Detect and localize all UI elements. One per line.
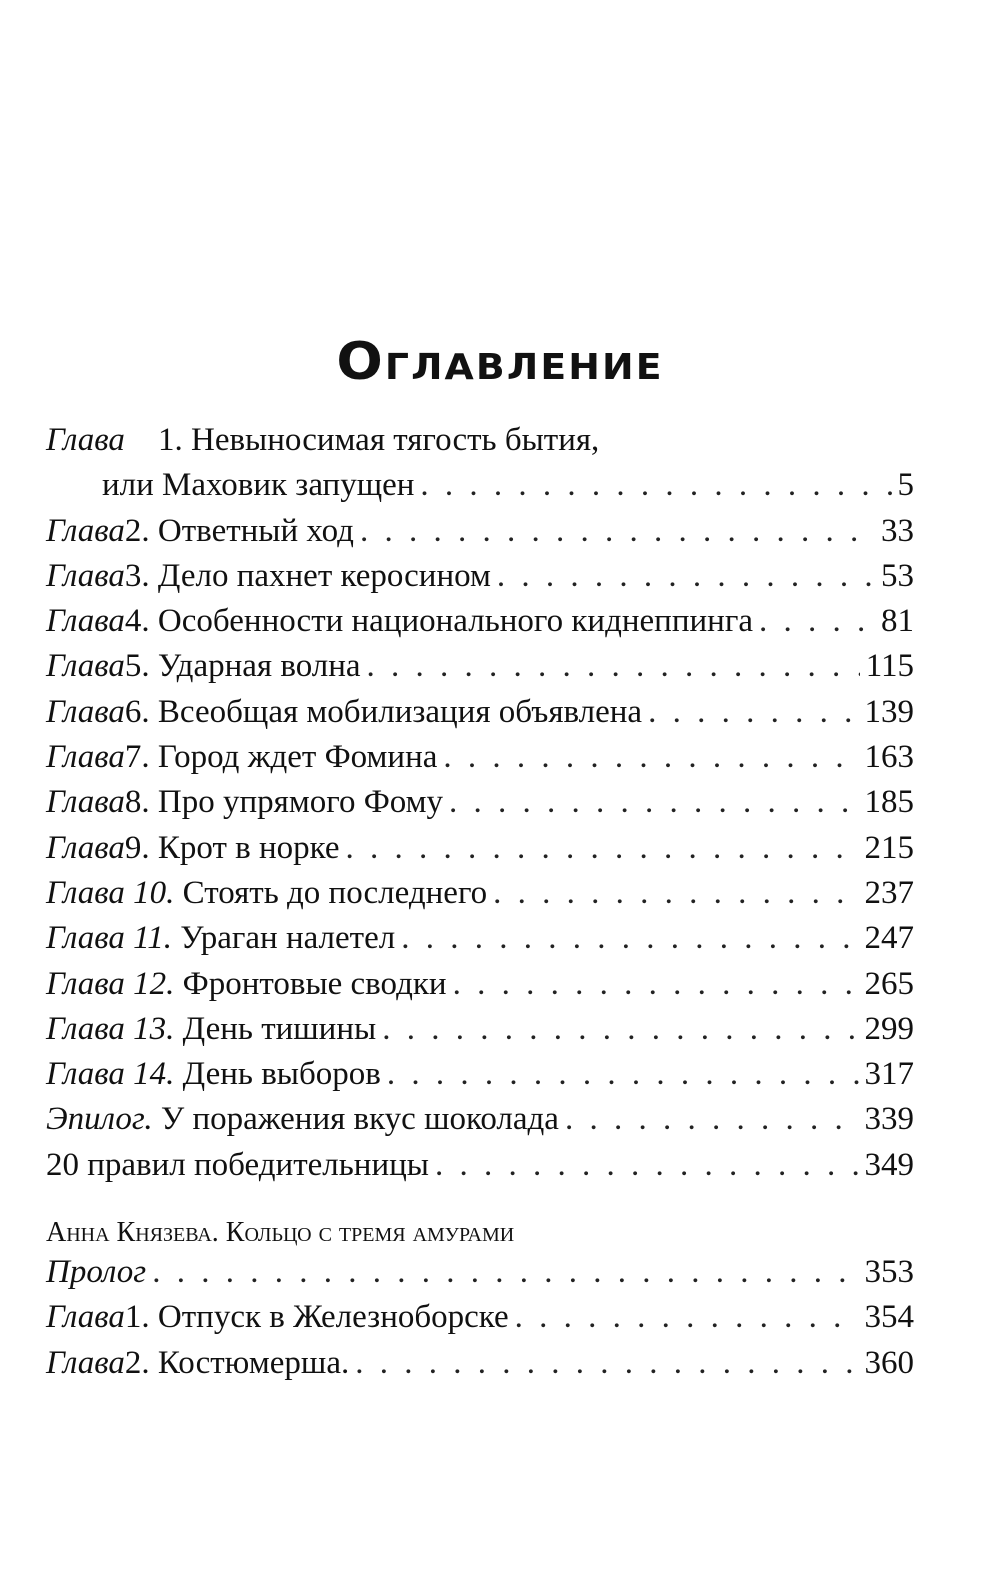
chapter-title: Про упрямого Фому [157,784,444,821]
toc-entry-chapter-14[interactable] [46,1052,914,1097]
chapter-number: 6. [124,693,150,730]
dot-leader [152,1250,858,1295]
page-number: 299 [864,1010,914,1047]
chapter-title: Всеобщая мобилизация объявлена [157,693,643,730]
page-number: 215 [864,829,914,866]
chapter-title: Особенности национального киднеппинга [157,603,754,640]
chapter-title: Невыносимая тягость бытия, [191,422,600,458]
chapter-title: Стоять до последнего [182,874,488,911]
page-number: 247 [864,920,914,957]
page-number: 353 [864,1254,914,1291]
toc-entry-chapter-7[interactable] [46,735,914,780]
chapter-label: Глава [46,603,125,640]
page-number: 360 [864,1344,914,1381]
toc-entry-epilogue[interactable] [46,1097,914,1142]
dot-leader [367,644,860,689]
page-number: 185 [864,784,914,821]
rules-title: 20 правил победительницы [46,1146,429,1183]
toc-entry-chapter-4[interactable] [46,599,914,644]
dot-leader [382,1007,858,1052]
chapter-title: Фронтовые сводки [182,965,447,1002]
page-number: 317 [864,1056,914,1093]
chapter-title: Костюмерша. [157,1344,350,1381]
toc-entry-chapter-11[interactable] [46,916,914,961]
dot-leader [759,599,875,644]
chapter-number: 2. [124,512,150,549]
dot-leader [346,826,859,871]
chapter-label: Глава [46,557,125,594]
toc-entry-chapter-8[interactable] [46,780,914,825]
chapter-title: Ответный ход [157,512,354,549]
epilogue-title: У поражения вкус шоколада [160,1101,559,1138]
dot-leader [648,690,858,735]
page-title: Оглавление [336,332,664,392]
chapter-label: Глава [46,422,125,458]
page-number: 354 [864,1299,914,1336]
dot-leader [565,1097,859,1142]
chapter-title: Отпуск в Железноборске [157,1299,509,1336]
page-number: 115 [865,648,914,685]
chapter-number: 5. [124,648,150,685]
dot-leader [435,1143,859,1188]
chapter-title: День тишины [182,1010,377,1047]
dot-leader [387,1052,859,1097]
dot-leader [355,1341,858,1386]
dot-leader [449,780,858,825]
section-heading: Анна Князева. Кольцо с тремя амурами [46,1217,515,1249]
toc-entry-chapter-5[interactable] [46,644,914,689]
chapter-label: Глава [46,739,125,776]
page-number: 33 [881,512,914,549]
page-number: 163 [864,739,914,776]
chapter-label: Глава [46,693,125,730]
chapter-title: Город ждет Фомина [157,739,438,776]
chapter-number: 9. [124,829,150,866]
table-of-contents [46,418,914,1386]
chapter-title: Дело пахнет керосином [157,557,491,594]
chapter-label: Глава [46,648,125,685]
toc-entry-rules[interactable] [46,1143,914,1188]
chapter-label: Глава [46,965,125,1002]
dot-leader [453,962,859,1007]
toc-entry-chapter-13[interactable] [46,1007,914,1052]
page-number: 53 [881,557,914,594]
chapter-number: 8. [124,784,150,821]
chapter-label: Глава [46,829,125,866]
chapter-number: 1. [158,422,183,458]
chapter-number: 3. [124,557,150,594]
chapter-number: 4. [124,603,150,640]
toc-entry-chapter-12[interactable] [46,962,914,1007]
toc-entry-prologue[interactable] [46,1250,914,1295]
page-number: 339 [864,1101,914,1138]
page-number: 237 [864,874,914,911]
chapter-label: Глава [46,1010,125,1047]
chapter-label: Глава [46,1344,125,1381]
chapter-title: День выборов [182,1056,381,1093]
page-number: 265 [864,965,914,1002]
dot-leader [360,509,875,554]
toc-entry-chapter-6[interactable] [46,690,914,735]
chapter-label: Глава [46,1299,125,1336]
chapter-label: Глава [46,512,125,549]
toc-entry-chapter-2[interactable] [46,509,914,554]
dot-leader [497,554,875,599]
toc-entry-chapter-10[interactable] [46,871,914,916]
chapter-number: 11. [133,920,172,957]
toc-entry-chapter-9[interactable] [46,826,914,871]
prologue-label: Пролог [46,1254,147,1291]
dot-leader [493,871,858,916]
toc-entry-s2-chapter-2[interactable] [46,1341,914,1386]
chapter-label: Глава [46,874,125,911]
toc-entry-chapter-1-line2[interactable] [46,463,914,508]
page-number: 349 [864,1146,914,1183]
chapter-title: Крот в норке [157,829,340,866]
toc-entry-chapter-3[interactable] [46,554,914,599]
chapter-number: 10. [133,874,175,911]
chapter-label: Глава [46,1056,125,1093]
dot-leader [420,463,891,508]
page-number: 139 [864,693,914,730]
chapter-number: 7. [124,739,150,776]
chapter-label: Глава [46,784,125,821]
chapter-number: 13. [133,1010,175,1047]
toc-entry-chapter-1-line1[interactable] [46,418,914,463]
chapter-number: 2. [124,1344,150,1381]
chapter-title-continued: или Маховик запущен [102,467,415,504]
page-number: 5 [897,467,914,504]
chapter-number: 14. [133,1056,175,1093]
dot-leader [443,735,858,780]
chapter-title: Ударная волна [157,648,361,685]
epilogue-label: Эпилог. [46,1101,153,1138]
chapter-title: Ураган налетел [180,920,396,957]
chapter-label: Глава [46,920,125,957]
dot-leader [401,916,858,961]
page-number: 81 [881,603,914,640]
toc-entry-s2-chapter-1[interactable] [46,1295,914,1340]
dot-leader [515,1295,859,1340]
chapter-number: 12. [133,965,175,1002]
chapter-number: 1. [124,1299,150,1336]
